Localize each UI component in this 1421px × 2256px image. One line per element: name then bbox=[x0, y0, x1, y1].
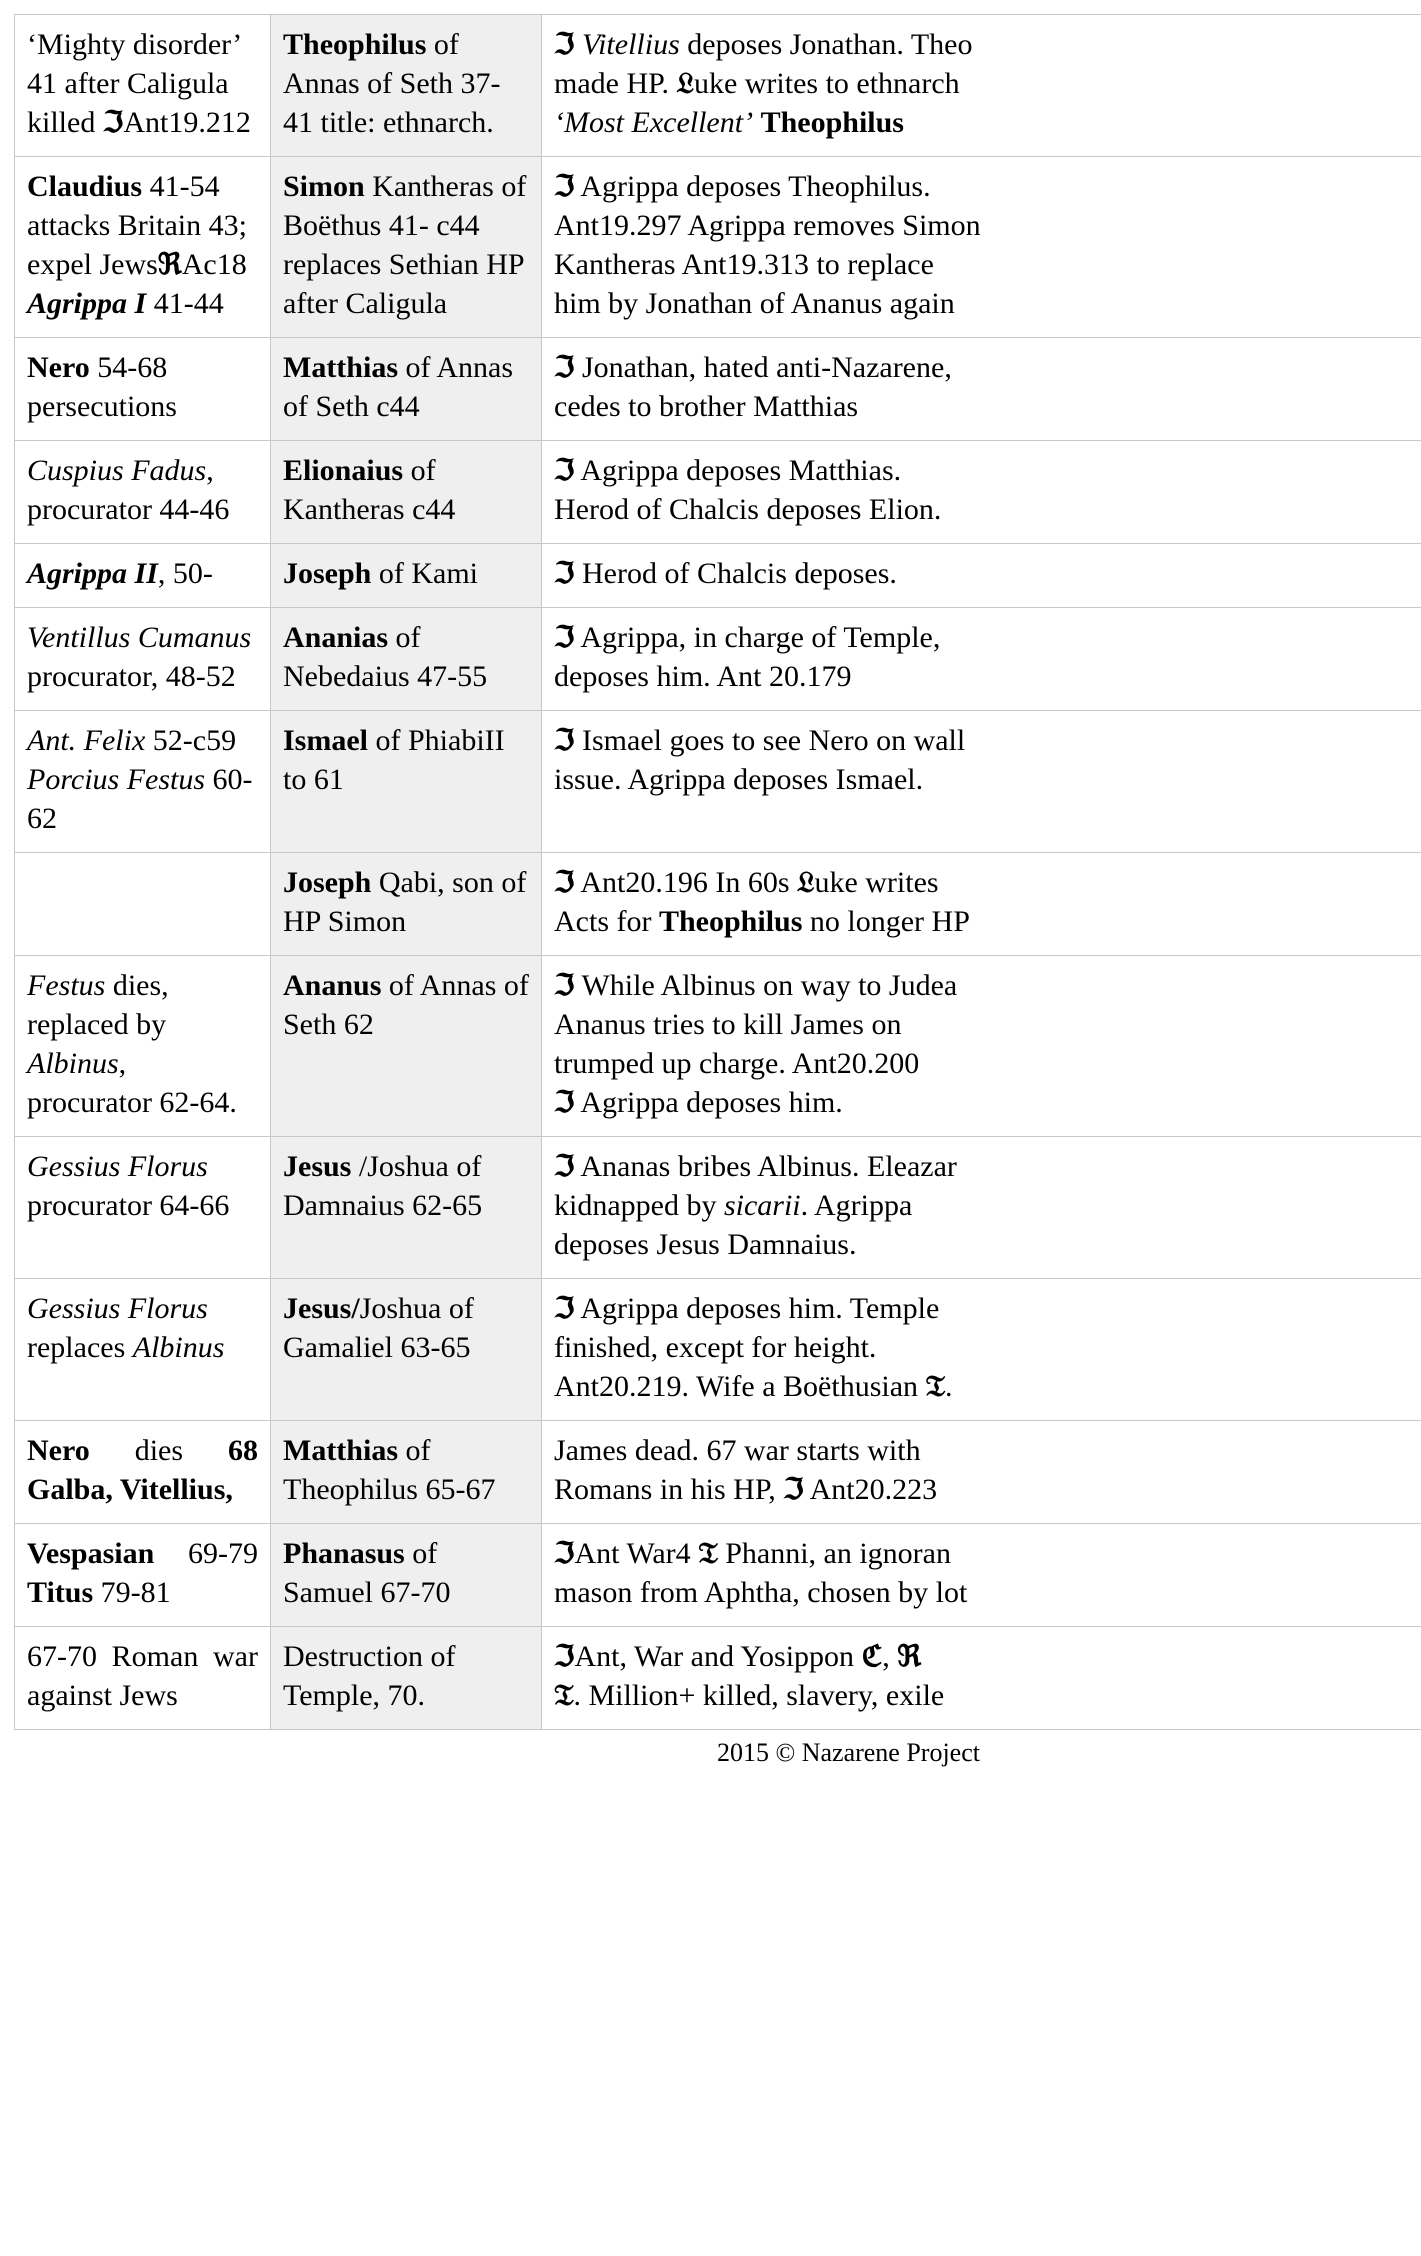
note-line bbox=[554, 1083, 1421, 1122]
text-run: Ant, War and Yosippon bbox=[574, 1640, 862, 1673]
text-run: uke writes bbox=[814, 866, 939, 899]
text-run: Ventillus Cumanus bbox=[27, 621, 252, 654]
text-run: Ismael goes to see Nero on wall bbox=[574, 724, 966, 757]
note-line bbox=[554, 1573, 1421, 1612]
text-run: Kantheras Ant19.313 to replace bbox=[554, 248, 934, 281]
note-line bbox=[554, 1367, 1421, 1406]
note-line bbox=[554, 1534, 1421, 1573]
note-line bbox=[554, 902, 1421, 941]
fraktur-sigil: ℑ bbox=[554, 349, 575, 384]
text-run: While Albinus on way to Judea bbox=[574, 969, 958, 1002]
note-line bbox=[554, 657, 1421, 696]
text-run: Albinus bbox=[132, 1331, 225, 1364]
table-row bbox=[15, 1627, 1421, 1730]
text-run: Ac18 bbox=[181, 248, 247, 281]
cell-roman-rulers bbox=[15, 15, 271, 157]
fraktur-sigil: ℑ bbox=[554, 26, 575, 61]
cell-high-priest bbox=[271, 544, 542, 608]
table-row bbox=[15, 608, 1421, 711]
text-run: Elionaius bbox=[283, 454, 404, 487]
cell-high-priest bbox=[271, 956, 542, 1137]
cell-source-notes bbox=[542, 853, 1421, 956]
text-run: cedes to brother Matthias bbox=[554, 390, 859, 423]
note-line bbox=[554, 1637, 1421, 1676]
text-run: 67-70 bbox=[27, 1640, 97, 1673]
text-run: of PhiabiII to 61 bbox=[283, 724, 505, 796]
cell-high-priest bbox=[271, 441, 542, 544]
table-row bbox=[15, 1421, 1421, 1524]
text-run: Agrippa I bbox=[27, 287, 147, 320]
text-run: Titus bbox=[27, 1576, 94, 1609]
table-row bbox=[15, 853, 1421, 956]
text-run: Herod of Chalcis deposes Elion. bbox=[554, 493, 942, 526]
note-line bbox=[554, 966, 1421, 1005]
note-line bbox=[554, 863, 1421, 902]
text-run: issue. Agrippa deposes Ismael. bbox=[554, 763, 924, 796]
note-line bbox=[554, 1676, 1421, 1715]
cell-high-priest bbox=[271, 1524, 542, 1627]
text-run: , procurator 62-64. bbox=[27, 1047, 237, 1119]
text-run: Destruction of Temple, 70. bbox=[283, 1640, 456, 1712]
fraktur-sigil: ℑ bbox=[554, 1638, 575, 1673]
cell-roman-rulers bbox=[15, 1524, 271, 1627]
fraktur-sigil: ℑ bbox=[554, 555, 575, 590]
cell-high-priest bbox=[271, 608, 542, 711]
cell-high-priest bbox=[271, 157, 542, 338]
cell-source-notes bbox=[542, 1279, 1421, 1421]
cell-roman-rulers bbox=[15, 608, 271, 711]
table-row bbox=[15, 441, 1421, 544]
note-line bbox=[554, 1225, 1421, 1264]
text-run: Festus bbox=[27, 969, 106, 1002]
text-run: Ananus tries to kill James on bbox=[554, 1008, 902, 1041]
text-run: Phanni, an ignoran bbox=[717, 1537, 951, 1570]
cell-high-priest bbox=[271, 1421, 542, 1524]
text-run: Matthias bbox=[283, 351, 398, 384]
text-run: no longer HP bbox=[802, 905, 970, 938]
text-run: Nero bbox=[27, 1434, 90, 1467]
note-line bbox=[554, 1289, 1421, 1328]
text-run: of Annas of Seth 62 bbox=[283, 969, 529, 1041]
table-row bbox=[15, 1524, 1421, 1627]
text-run: finished, except for height. bbox=[554, 1331, 877, 1364]
cell-source-notes bbox=[542, 711, 1421, 853]
fraktur-sigil: ℑ bbox=[554, 722, 575, 757]
note-line bbox=[554, 1328, 1421, 1367]
text-run: Jonathan, hated anti-Nazarene, bbox=[574, 351, 952, 384]
text-run: , procurator 44-46 bbox=[27, 454, 230, 526]
note-line bbox=[554, 1186, 1421, 1225]
text-run: Claudius bbox=[27, 170, 143, 203]
text-run: . bbox=[945, 1370, 953, 1403]
cell-source-notes bbox=[542, 157, 1421, 338]
note-line bbox=[554, 284, 1421, 323]
note-line bbox=[554, 490, 1421, 529]
fraktur-sigil: ℑ bbox=[102, 104, 124, 139]
text-run: Agrippa deposes him. bbox=[574, 1086, 843, 1119]
cell-high-priest bbox=[271, 1137, 542, 1279]
cell-roman-rulers bbox=[15, 956, 271, 1137]
text-run: trumped up charge. Ant20.200 bbox=[554, 1047, 920, 1080]
text-run: of Annas of Seth c44 bbox=[283, 351, 513, 423]
text-run: ‘Mighty disorder’ bbox=[27, 28, 241, 61]
cell-source-notes bbox=[542, 1524, 1421, 1627]
note-line bbox=[554, 1044, 1421, 1083]
text-run: made HP. bbox=[554, 67, 677, 100]
table-row bbox=[15, 338, 1421, 441]
text-run: him by Jonathan of Ananus again bbox=[554, 287, 955, 320]
fraktur-sigil: ℜ bbox=[157, 246, 182, 281]
text-run: Theophilus bbox=[283, 28, 427, 61]
cell-source-notes bbox=[542, 15, 1421, 157]
cell-roman-rulers bbox=[15, 157, 271, 338]
text-run: Ant War4 bbox=[574, 1537, 699, 1570]
fraktur-sigil: ℑ bbox=[554, 1290, 575, 1325]
note-line bbox=[554, 1431, 1421, 1470]
note-line bbox=[554, 348, 1421, 387]
note-line bbox=[554, 1147, 1421, 1186]
text-run: replaces bbox=[27, 1331, 133, 1364]
cell-source-notes bbox=[542, 441, 1421, 544]
text-run: Kantheras of Boëthus 41- c44 replaces Sethian HP after Caligula bbox=[283, 170, 527, 320]
fraktur-sigil: 𝔗 bbox=[554, 1677, 574, 1712]
note-line bbox=[554, 451, 1421, 490]
cell-source-notes bbox=[542, 544, 1421, 608]
text-run: Nero bbox=[27, 351, 90, 384]
text-run: Albinus bbox=[27, 1047, 119, 1080]
text-run: , bbox=[882, 1640, 898, 1673]
text-run: Ant19.212 bbox=[123, 106, 251, 139]
cell-high-priest bbox=[271, 853, 542, 956]
text-run: Qabi, son of HP Simon bbox=[283, 866, 527, 938]
table-row bbox=[15, 1279, 1421, 1421]
text-run: Ananus bbox=[283, 969, 382, 1002]
text-run: Matthias bbox=[283, 1434, 398, 1467]
cell-roman-rulers bbox=[15, 1279, 271, 1421]
text-run: 68 bbox=[228, 1434, 258, 1467]
text-run: 41-54 attacks Britain 43; expel Jews bbox=[27, 170, 247, 281]
fraktur-sigil: ℑ bbox=[554, 864, 575, 899]
fraktur-sigil: ℑ bbox=[554, 168, 575, 203]
cell-high-priest bbox=[271, 1627, 542, 1730]
text-run: Cuspius Fadus bbox=[27, 454, 207, 487]
cell-high-priest bbox=[271, 338, 542, 441]
text-run: dies, replaced by bbox=[27, 969, 169, 1041]
text-run: Ant20.196 In 60s bbox=[574, 866, 798, 899]
text-run: of Samuel 67-70 bbox=[283, 1537, 451, 1609]
text-run: Ismael bbox=[283, 724, 368, 757]
fraktur-sigil: 𝔗 bbox=[925, 1368, 946, 1403]
text-run: 52-c59 bbox=[145, 724, 237, 757]
fraktur-sigil: ℑ bbox=[554, 1084, 575, 1119]
text-run: Vitellius bbox=[582, 28, 680, 61]
text-run: Agrippa deposes Matthias. bbox=[574, 454, 902, 487]
cell-source-notes bbox=[542, 338, 1421, 441]
table-row bbox=[15, 711, 1421, 853]
note-line bbox=[554, 25, 1421, 64]
text-run: Agrippa, in charge of Temple, bbox=[574, 621, 941, 654]
note-line bbox=[554, 167, 1421, 206]
note-line bbox=[554, 1005, 1421, 1044]
fraktur-sigil: 𝔗 bbox=[698, 1535, 718, 1570]
text-run: Ant. Felix bbox=[27, 724, 146, 757]
table-row bbox=[15, 15, 1421, 157]
text-run: Agrippa deposes him. Temple bbox=[574, 1292, 940, 1325]
text-run: uke writes to ethnarch bbox=[693, 67, 960, 100]
cell-source-notes bbox=[542, 956, 1421, 1137]
text-run: Romans in his HP, bbox=[554, 1473, 784, 1506]
text-run: James dead. 67 war starts with bbox=[554, 1434, 921, 1467]
note-line bbox=[554, 618, 1421, 657]
cell-source-notes bbox=[542, 1627, 1421, 1730]
chronology-table bbox=[14, 14, 1421, 1730]
cell-roman-rulers bbox=[15, 338, 271, 441]
fraktur-sigil: 𝔏 bbox=[797, 864, 815, 899]
fraktur-sigil: ℑ bbox=[554, 1535, 575, 1570]
note-line bbox=[554, 760, 1421, 799]
text-run: Porcius Festus bbox=[27, 763, 206, 796]
text-run: against Jews bbox=[27, 1679, 178, 1712]
text-run: /Joshua of Damnaius 62-65 bbox=[283, 1150, 483, 1222]
cell-high-priest bbox=[271, 1279, 542, 1421]
text-run: Joseph bbox=[283, 866, 372, 899]
table-row bbox=[15, 157, 1421, 338]
table-row bbox=[15, 544, 1421, 608]
spread-line bbox=[27, 1534, 258, 1573]
cell-roman-rulers bbox=[15, 1421, 271, 1524]
cell-roman-rulers bbox=[15, 1627, 271, 1730]
text-run: Jesus bbox=[283, 1150, 352, 1183]
text-run: Gessius Florus bbox=[27, 1292, 208, 1325]
text-run: . Million+ killed, slavery, exile bbox=[573, 1679, 945, 1712]
fraktur-sigil: 𝔏 bbox=[676, 65, 694, 100]
text-run bbox=[575, 28, 583, 61]
cell-roman-rulers bbox=[15, 711, 271, 853]
fraktur-sigil: ℑ bbox=[783, 1471, 804, 1506]
text-run: Theophilus bbox=[658, 905, 803, 938]
fraktur-sigil: ℑ bbox=[554, 452, 575, 487]
text-run bbox=[753, 106, 761, 139]
text-run: of Kami bbox=[371, 557, 478, 590]
text-run: Simon bbox=[283, 170, 365, 203]
spread-line bbox=[27, 1431, 258, 1470]
text-run: Acts for bbox=[554, 905, 659, 938]
text-run: , 50- bbox=[157, 557, 213, 590]
note-line bbox=[554, 387, 1421, 426]
text-run: 54-68 persecutions bbox=[27, 351, 177, 423]
fraktur-sigil: ℑ bbox=[554, 967, 575, 1002]
spread-line bbox=[27, 1637, 258, 1676]
text-run: ‘Most Excellent’ bbox=[554, 106, 754, 139]
table-row bbox=[15, 956, 1421, 1137]
text-run: 41-44 bbox=[146, 287, 224, 320]
cell-roman-rulers bbox=[15, 1137, 271, 1279]
text-run: procurator 64-66 bbox=[27, 1189, 230, 1222]
note-line bbox=[554, 245, 1421, 284]
text-run: Ananias bbox=[283, 621, 389, 654]
text-run: Gessius Florus bbox=[27, 1150, 208, 1183]
text-run: of Kantheras c44 bbox=[283, 454, 456, 526]
cell-high-priest bbox=[271, 711, 542, 853]
text-run: Ant19.297 Agrippa removes Simon bbox=[554, 209, 981, 242]
copyright-footer: 2015 © Nazarene Project bbox=[716, 1738, 980, 1767]
table-row bbox=[15, 1137, 1421, 1279]
text-run: Roman bbox=[111, 1640, 199, 1673]
text-run: Herod of Chalcis deposes. bbox=[574, 557, 897, 590]
text-run: 79-81 bbox=[93, 1576, 171, 1609]
note-line bbox=[554, 1470, 1421, 1509]
text-run: dies bbox=[134, 1434, 184, 1467]
note-line bbox=[554, 721, 1421, 760]
text-run: Phanasus bbox=[283, 1537, 405, 1570]
text-run: sicarii bbox=[723, 1189, 801, 1222]
text-run: 41 after Caligula killed bbox=[27, 67, 229, 139]
cell-roman-rulers bbox=[15, 853, 271, 956]
text-run: kidnapped by bbox=[554, 1189, 724, 1222]
text-run: procurator, 48-52 bbox=[27, 660, 236, 693]
cell-source-notes bbox=[542, 1137, 1421, 1279]
fraktur-sigil: ℑ bbox=[554, 619, 575, 654]
fraktur-sigil: ℭ bbox=[861, 1638, 883, 1673]
cell-source-notes bbox=[542, 608, 1421, 711]
text-run: deposes him. Ant 20.179 bbox=[554, 660, 852, 693]
text-run: Joseph bbox=[283, 557, 372, 590]
text-run: Jesus/ bbox=[283, 1292, 360, 1325]
note-line bbox=[554, 554, 1421, 593]
fraktur-sigil: ℜ bbox=[897, 1638, 922, 1673]
text-run: 60-62 bbox=[27, 763, 253, 835]
text-run: Agrippa deposes Theophilus. bbox=[574, 170, 931, 203]
text-run: . Agrippa bbox=[800, 1189, 913, 1222]
table-body bbox=[15, 15, 1421, 1730]
text-run: mason from Aphtha, chosen by lot bbox=[554, 1576, 968, 1609]
text-run: deposes Jesus Damnaius. bbox=[554, 1228, 857, 1261]
text-run: of Theophilus 65-67 bbox=[283, 1434, 496, 1506]
fraktur-sigil: ℑ bbox=[554, 1148, 575, 1183]
text-run: Vespasian bbox=[27, 1537, 155, 1570]
text-run: deposes Jonathan. Theo bbox=[679, 28, 973, 61]
text-run: war bbox=[213, 1640, 258, 1673]
text-run: of Annas of Seth 37-41 title: ethnarch. bbox=[283, 28, 501, 139]
text-run: Agrippa II bbox=[27, 557, 158, 590]
text-run: Galba, Vitellius, bbox=[27, 1473, 233, 1506]
note-line bbox=[554, 64, 1421, 103]
text-run: of Nebedaius 47-55 bbox=[283, 621, 488, 693]
note-line bbox=[554, 206, 1421, 245]
text-run: Ant20.223 bbox=[803, 1473, 938, 1506]
text-run: 69-79 bbox=[188, 1537, 258, 1570]
text-run: Joshua of Gamaliel 63-65 bbox=[283, 1292, 474, 1364]
cell-roman-rulers bbox=[15, 441, 271, 544]
text-run: Ant20.219. Wife a Boëthusian bbox=[554, 1370, 926, 1403]
cell-high-priest bbox=[271, 15, 542, 157]
text-run: Ananas bribes Albinus. Eleazar bbox=[574, 1150, 957, 1183]
cell-roman-rulers bbox=[15, 544, 271, 608]
text-run: Theophilus bbox=[760, 106, 904, 139]
note-line bbox=[554, 103, 1421, 142]
cell-source-notes bbox=[542, 1421, 1421, 1524]
